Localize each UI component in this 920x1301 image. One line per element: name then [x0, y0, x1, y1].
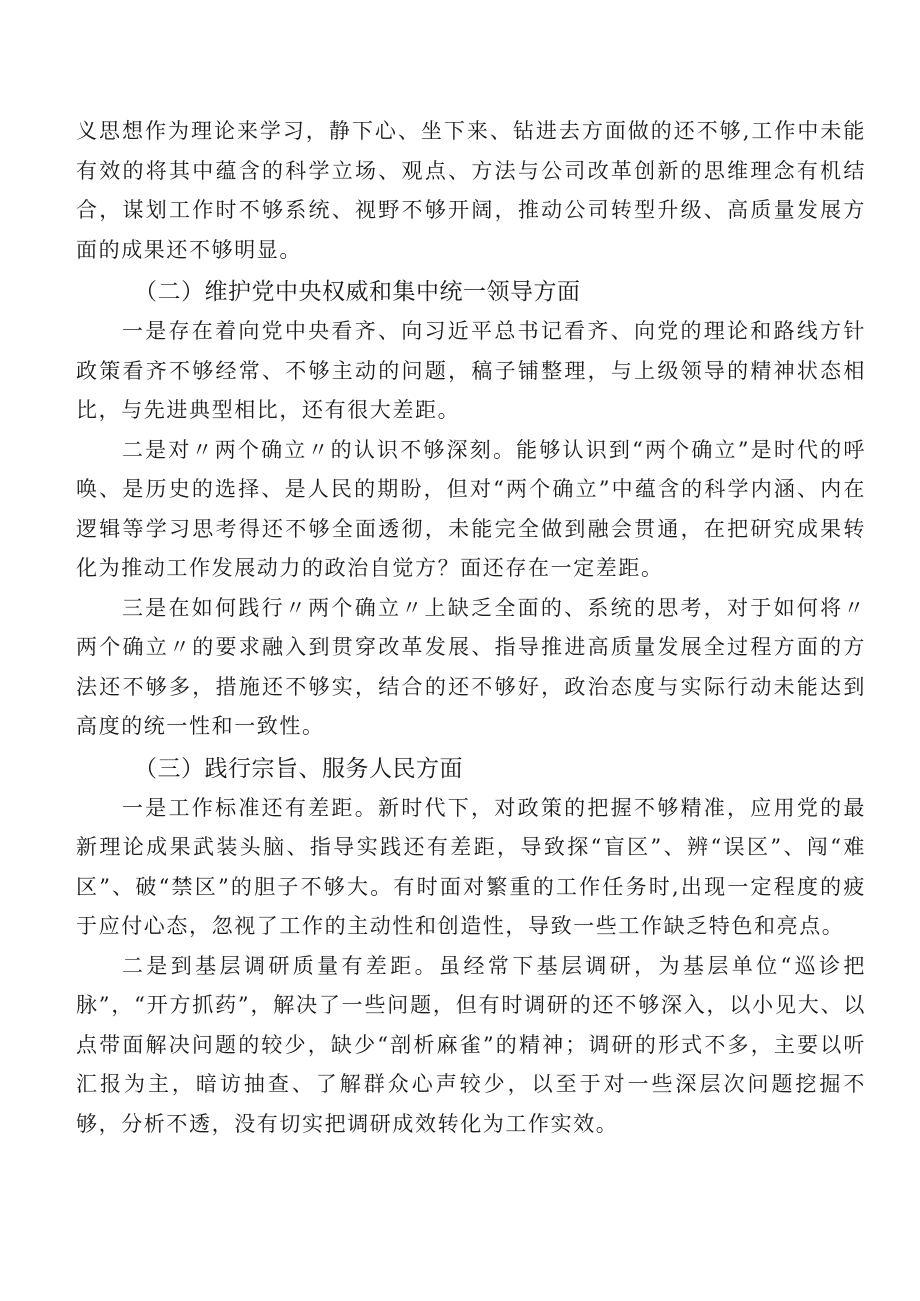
intro-paragraph: 义思想作为理论来学习，静下心、坐下来、钻进去方面做的还不够,工作中未能有效的将其中蕴含的科学立场、观点、方法与公司改革创新的思维理念有机结合，谋划工作时不够系统、视野不够开阔，推动公司转型升级、高质量发展方面的成果还不够明显。: [76, 119, 866, 262]
section2-paragraph-1: 一是存在着向党中央看齐、向习近平总书记看齐、向党的理论和路线方针政策看齐不够经常、不够主动的问题，稿子铺整理，与上级领导的精神状态相比，与先进典型相比，还有很大差距。: [76, 319, 866, 422]
section2-paragraph-2: 二是对〃两个确立〃的认识不够深刻。能够认识到“两个确立”是时代的呼唤、是历史的选择、是人民的期盼，但对“两个确立”中蕴含的科学内涵、内在逻辑等学习思考得还不够全面透彻，未能完全做到融会贯通，在把研究成果转化为推动工作发展动力的政治自觉方？面还存在一定差距。: [76, 437, 866, 580]
section3-paragraph-1: 一是工作标准还有差距。新时代下，对政策的把握不够精准，应用党的最新理论成果武装头脑、指导实践还有差距，导致探“盲区”、辨“误区”、闯“难区”、破“禁区”的胆子不够大。有时面对繁重的工作任务时,出现一定程度的疲于应付心态，忽视了工作的主动性和创造性，导致一些工作缺乏特色和亮点。: [76, 795, 866, 938]
section3-paragraph-2: 二是到基层调研质量有差距。虽经常下基层调研，为基层单位“巡诊把脉”，“开方抓药”，解决了一些问题，但有时调研的还不够深入，以小见大、以点带面解决问题的较少，缺少“剖析麻雀”的精神；调研的形式不多，主要以听汇报为主，暗访抽查、了解群众心声较少，以至于对一些深层次问题挖掘不够，分析不透，没有切实把调研成效转化为工作实效。: [76, 953, 866, 1136]
section-heading-3: （三）践行宗旨、服务人民方面: [134, 755, 463, 782]
document-page: [76, 112, 866, 1144]
section-heading-2: （二）维护党中央权威和集中统一领导方面: [134, 279, 581, 305]
section2-paragraph-3: 三是在如何践行〃两个确立〃上缺乏全面的、系统的思考，对于如何将〃两个确立〃的要求融入到贯穿改革发展、指导推进高质量发展全过程方面的方法还不够多，措施还不够实，结合的还不够好，政治态度与实际行动未能达到高度的统一性和一致性。: [76, 595, 866, 738]
